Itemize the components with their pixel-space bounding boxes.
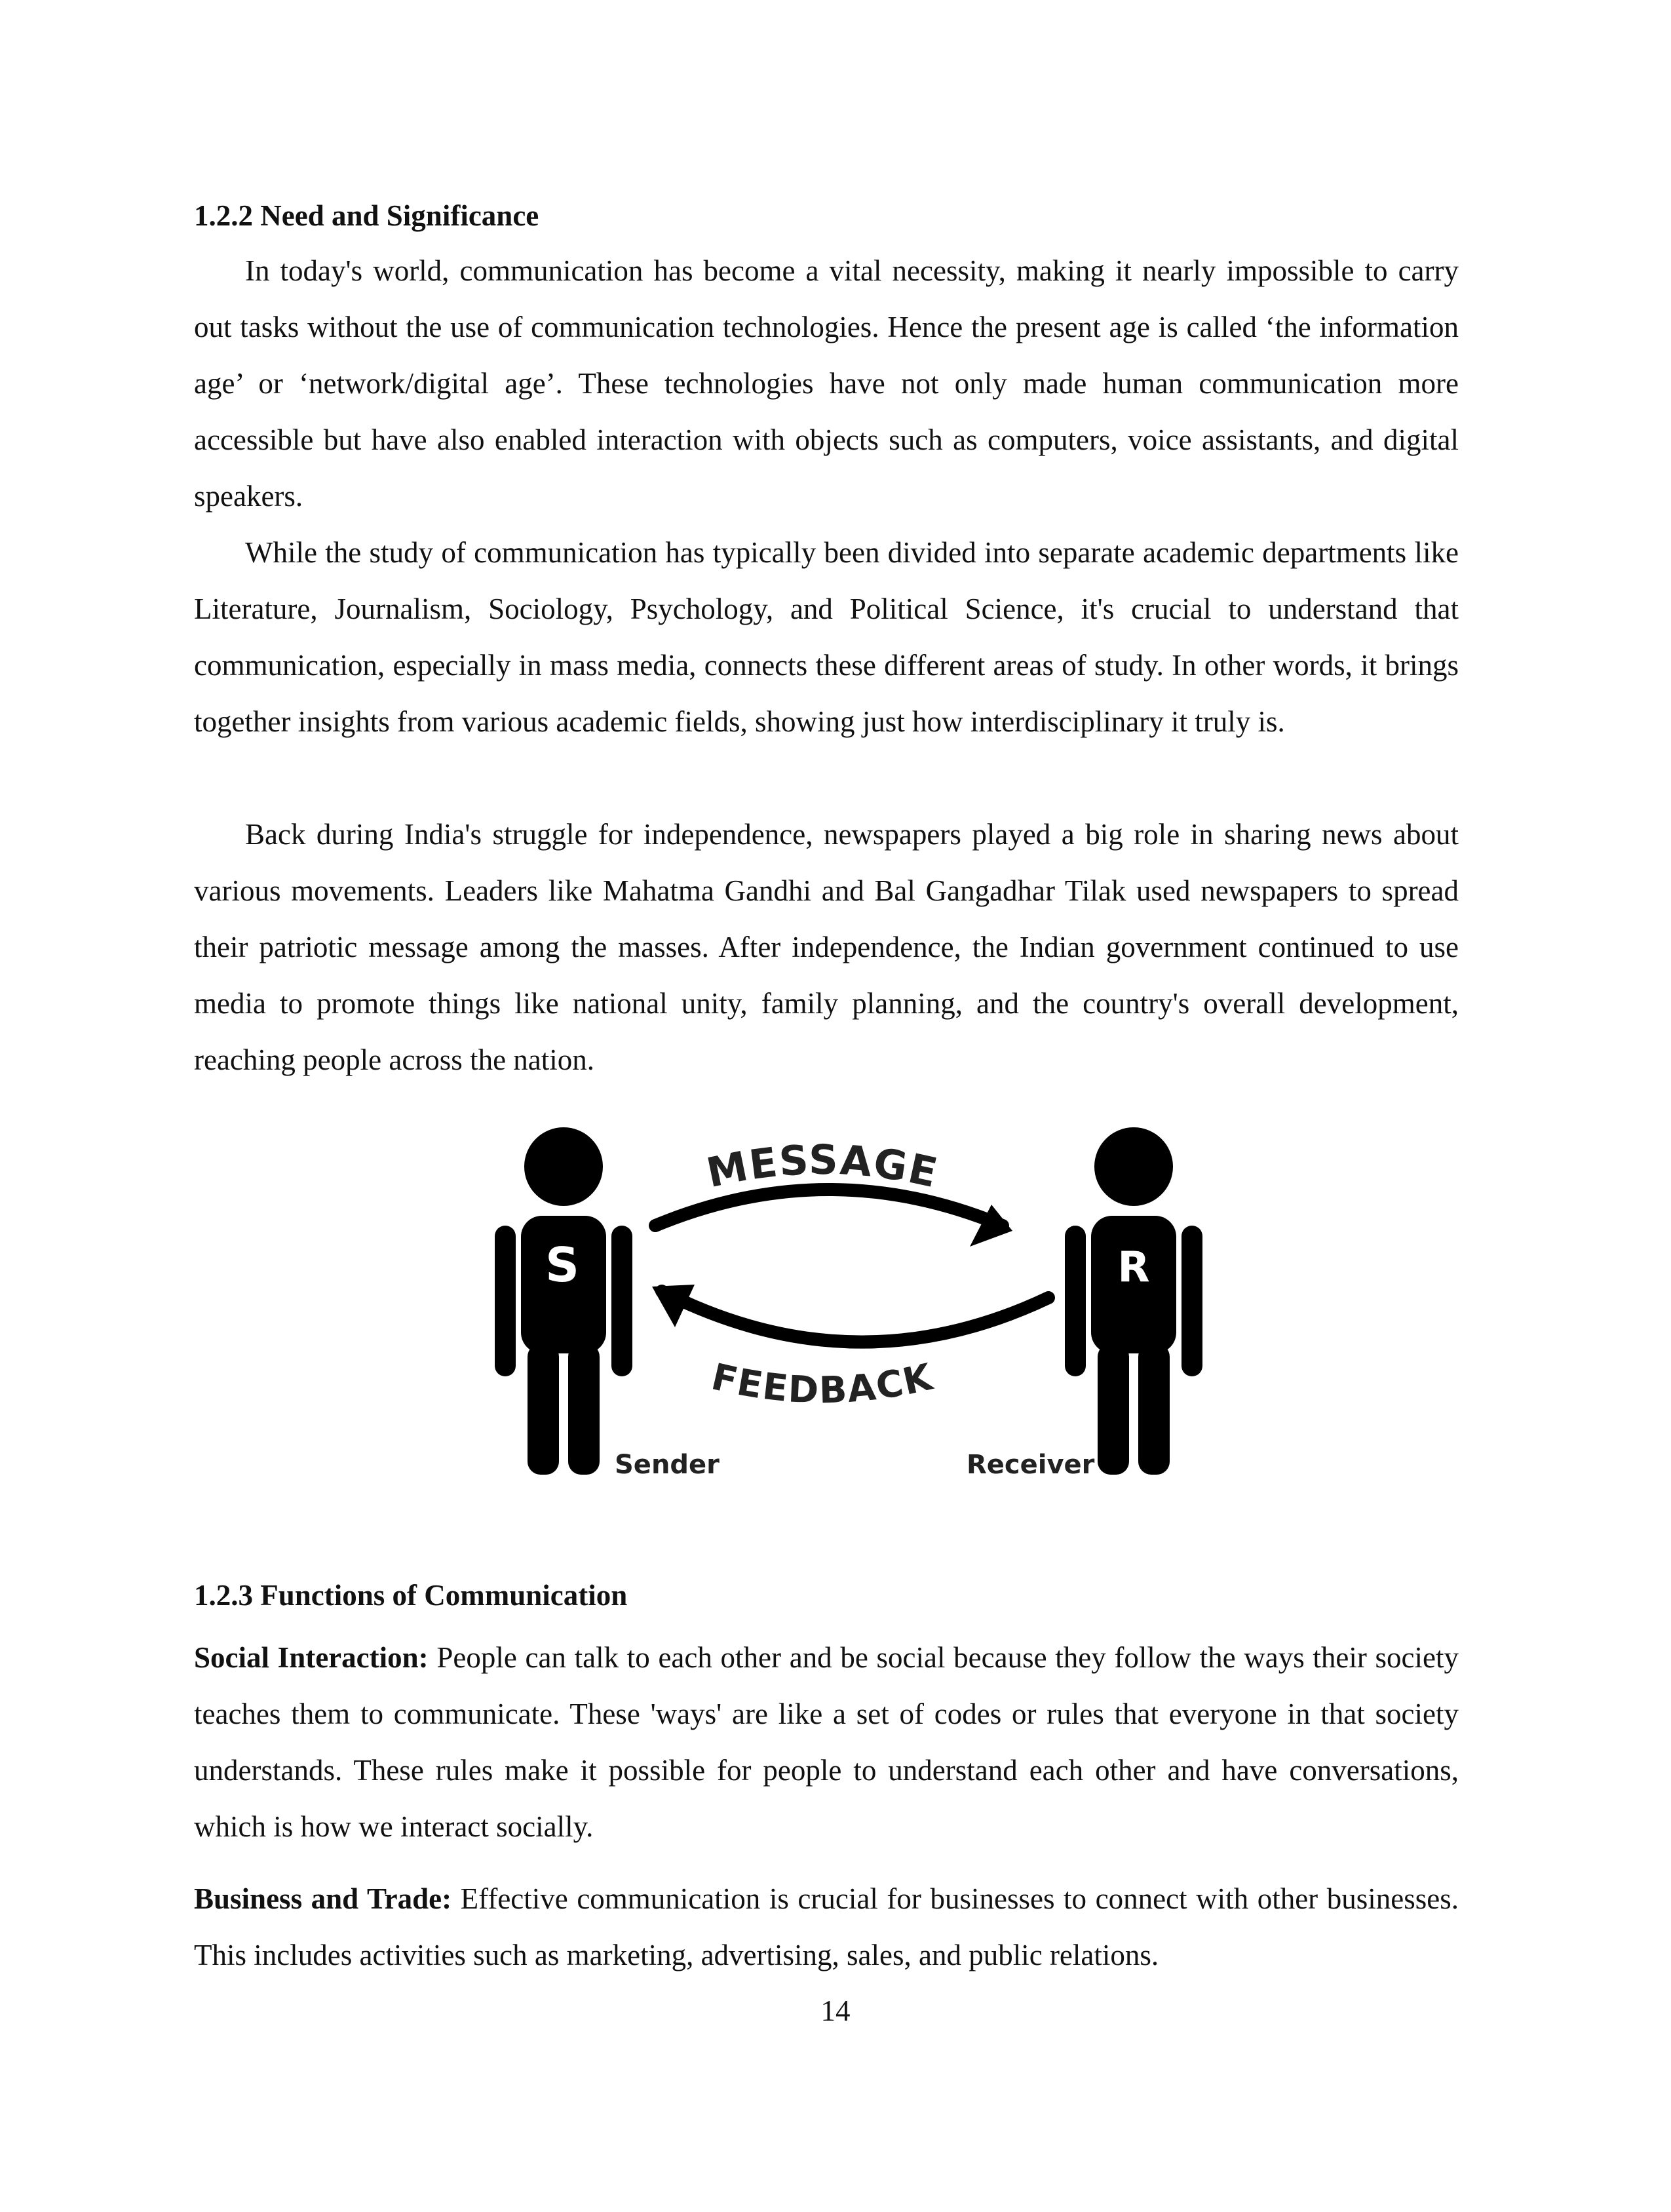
text-business-trade: Effective communication is crucial for businesses to connect with other businesses. This includes activities such as marketing, advertising, sales, and public relations. xyxy=(194,1882,1459,1971)
term-business-trade: Business and Trade: xyxy=(194,1882,452,1915)
message-label: MESSAGE xyxy=(702,1135,943,1197)
paragraph-india-independence: Back during India's struggle for independence, newspapers played a big role in sharing news about various movements. Leaders like Mahatma Gandhi and Bal Gangadhar Tilak used newspapers to spread their patriotic message among the masses. After independence, the Indian government continued to use media to promote things like national unity, family planning, and the country's overall development, reaching people across the nation. xyxy=(194,818,1459,1076)
feedback-arrow-icon xyxy=(652,1285,1048,1342)
text-social-interaction: People can talk to each other and be social because they follow the ways their society teaches them to communicate. These 'ways' are like a set of codes or rules that everyone in that society understands. These rules make it possible for people to understand each other and have conversations, which is how we interact socially. xyxy=(194,1641,1459,1843)
feedback-label: FEEDBACK xyxy=(707,1355,938,1412)
term-social-interaction: Social Interaction: xyxy=(194,1641,429,1674)
section-heading-need-significance: 1.2.2 Need and Significance xyxy=(194,199,539,232)
sender-initial: S xyxy=(545,1237,579,1292)
page-number: 14 xyxy=(820,1994,851,2027)
paragraph-interdisciplinary: While the study of communication has typically been divided into separate academic departments like Literature, Journalism, Sociology, Psychology, and Political Science, it's crucial to understand that communication, especially in mass media, connects these different areas of study. In other words, it brings together insights from various academic fields, showing just how interdisciplinary it truly is. xyxy=(194,536,1459,738)
sender-figure-icon xyxy=(495,1127,632,1475)
paragraph-social-interaction xyxy=(194,1629,1459,1855)
receiver-label: Receiver xyxy=(967,1450,1095,1480)
paragraph-communication-necessity: In today's world, communication has become a vital necessity, making it nearly impossible to carry out tasks without the use of communication technologies. Hence the present age is called ‘the information age’ or ‘network/digital age’. These technologies have not only made human communication more accessible but have also enabled interaction with objects such as computers, voice assistants, and digital speakers. xyxy=(194,254,1459,513)
section-heading-functions: 1.2.3 Functions of Communication xyxy=(194,1579,628,1612)
sender-label: Sender xyxy=(615,1450,720,1480)
message-arrow-icon xyxy=(655,1190,1012,1247)
receiver-figure-icon xyxy=(1065,1127,1202,1475)
paragraph-business-trade xyxy=(194,1871,1459,1983)
receiver-initial: R xyxy=(1117,1243,1150,1292)
sender-receiver-diagram xyxy=(488,1095,1209,1488)
